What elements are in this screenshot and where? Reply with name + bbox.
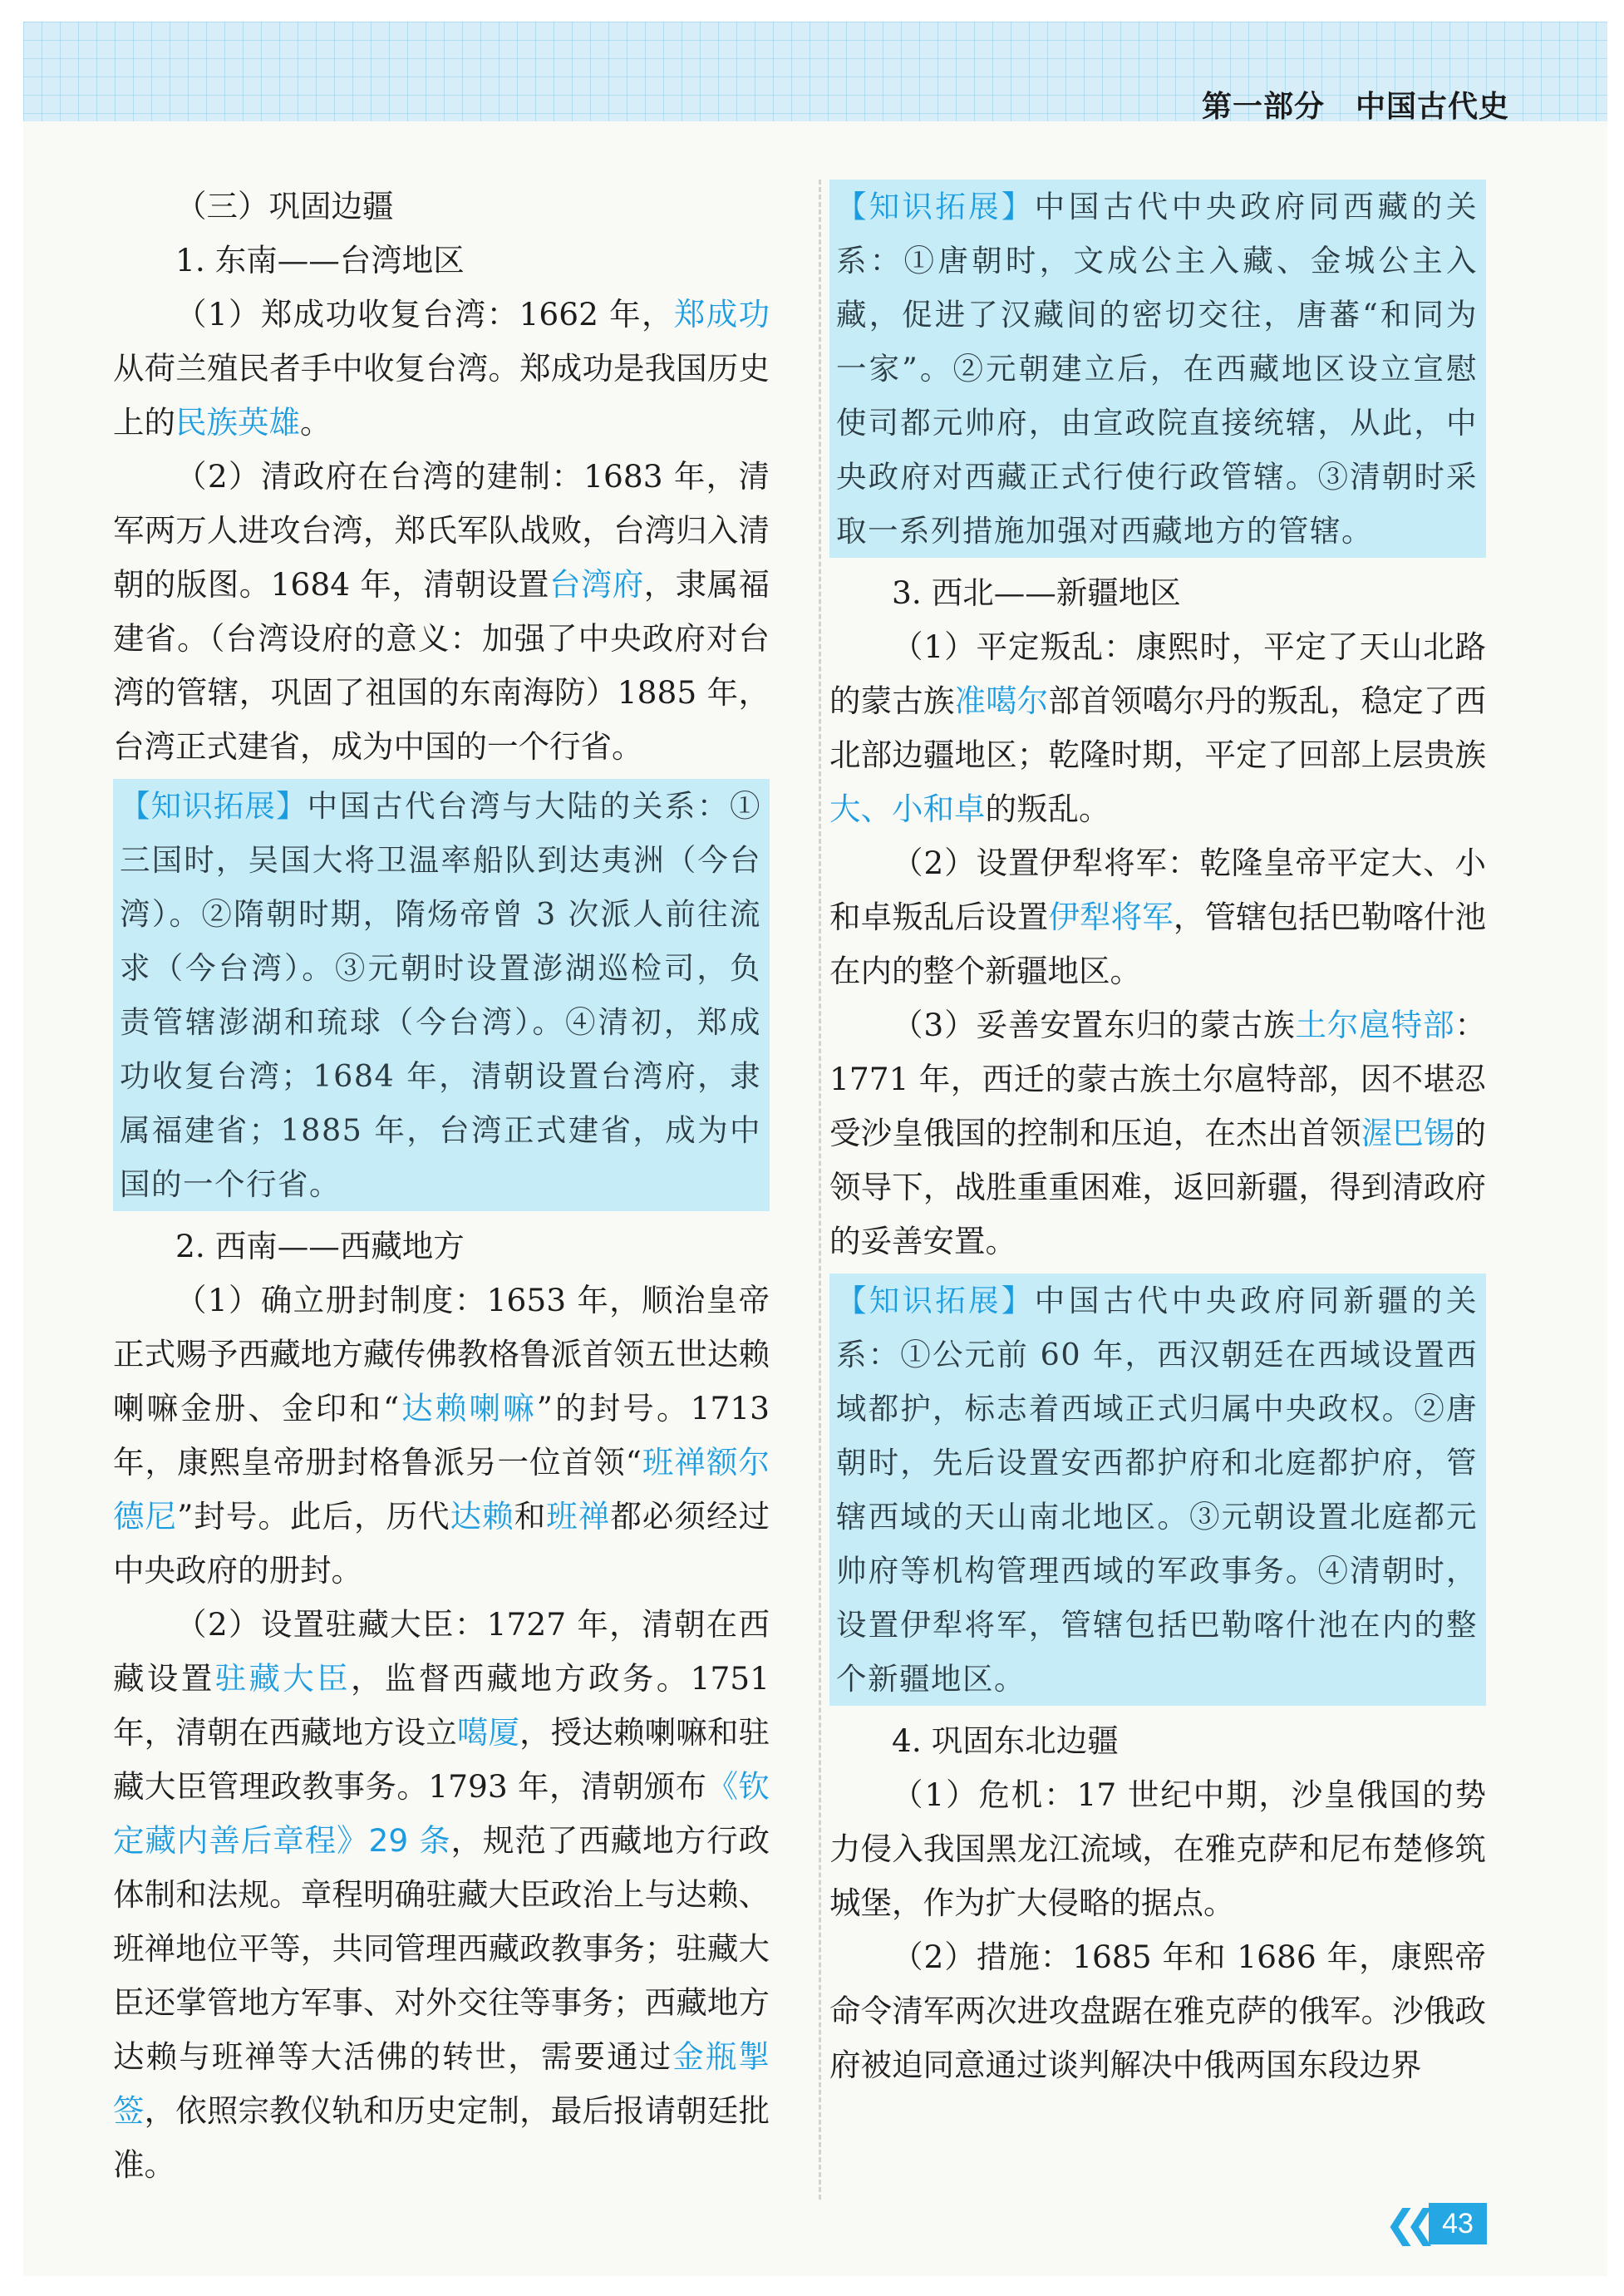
knowledge-box-xinjiang xyxy=(829,1274,1486,1706)
text: 从荷兰殖民者手中收复台湾。郑成功是我国历史上的 xyxy=(113,350,770,441)
knowledge-box-text: 中国古代台湾与大陆的关系：①三国时，吴国大将卫温率船队到达夷洲（今台湾）。②隋朝时期，隋炀帝曾 3 次派人前往流求（今台湾）。③元朝时设置澎湖巡检司，负责管辖澎湖和琉球（今台湾）。④清初，郑成功收复台湾；1684 年，清朝设置台湾府，隶属福建省；1885 年，台湾正式建省，成为中国的一个行省。 xyxy=(120,788,762,1202)
text: ，依照宗教仪轨和历史定制，最后报请朝廷批准。 xyxy=(113,2092,770,2183)
knowledge-box-taiwan xyxy=(113,779,770,1211)
heading-southwest: 2. 西南——西藏地方 xyxy=(175,1228,465,1264)
heading-northwest: 3. 西北——新疆地区 xyxy=(892,574,1181,611)
textbook-page xyxy=(23,22,1607,2276)
knowledge-box-text: 中国古代中央政府同西藏的关系：①唐朝时，文成公主入藏、金城公主入藏，促进了汉藏间的密切交往，唐蕃“和同为一家”。②元朝建立后，在西藏地区设立宣慰使司都元帅府，由宣政院直接统辖，从此，中央政府对西藏正式行使行政管辖。③清朝时采取一系列措施加强对西藏地方的管辖。 xyxy=(836,189,1479,549)
keyword-panchen: 班禅 xyxy=(546,1498,611,1535)
text: （3）妥善安置东归的蒙古族 xyxy=(892,1007,1296,1043)
knowledge-box-label: 【知识拓展】 xyxy=(120,788,308,824)
text: （2）设置驻藏大臣：1727 年，清朝在西藏设置 xyxy=(113,1606,770,1697)
paragraph-conferment xyxy=(113,1274,770,1598)
keyword-dzungar: 准噶尔 xyxy=(954,682,1049,719)
knowledge-box-label: 【知识拓展】 xyxy=(836,189,1035,224)
text: ，授达赖喇嘛和驻藏大臣管理政教事务。1793 年，清朝颁布 xyxy=(113,1714,770,1805)
knowledge-box-text: 中国古代中央政府同新疆的关系：①公元前 60 年，西汉朝廷在西域设置西域都护，标志着西域正式归属中央政权。②唐朝时，先后设置安西都护府和北庭都护府，管辖西域的天山南北地区。③元朝设置北庭都元帅府等机构管理西域的军政事务。④清朝时，设置伊犁将军，管辖包括巴勒喀什池在内的整个新疆地区。 xyxy=(836,1283,1479,1697)
header-title: 第一部分 中国古代史 xyxy=(1201,90,1509,124)
text: （1）平定叛乱：康熙时，平定了天山北路的蒙古族 xyxy=(829,628,1486,719)
keyword-ubashi: 渥巴锡 xyxy=(1361,1115,1455,1151)
keyword-dalai: 达赖 xyxy=(450,1498,514,1535)
text: ”的封号。1713 年，康熙皇帝册封格鲁派另一位首领“ xyxy=(113,1390,770,1481)
text: ”封号。此后，历代 xyxy=(177,1498,450,1535)
keyword-zheng-chenggong: 郑成功 xyxy=(673,296,770,333)
text: ，隶属福建省。（台湾设府的意义：加强了中央政府对台湾的管辖，巩固了祖国的东南海防）1885 年，台湾正式建省，成为中国的一个行省。 xyxy=(113,566,770,765)
left-column xyxy=(113,180,770,2192)
paragraph-torghut xyxy=(829,998,1486,1269)
text: （2）设置伊犁将军：乾隆皇帝平定大、小和卓叛乱后设置 xyxy=(829,845,1486,935)
paragraph-resident-minister xyxy=(113,1598,770,2192)
double-chevron-left-icon: ❮❮ xyxy=(1385,2201,1426,2246)
keyword-golden-urn: 金瓶掣签 xyxy=(113,2038,770,2129)
heading-northeast: 4. 巩固东北边疆 xyxy=(892,1722,1119,1759)
right-column xyxy=(829,180,1486,2092)
keyword-torghut: 土尔扈特部 xyxy=(1295,1007,1455,1043)
keyword-29-articles: 《钦定藏内善后章程》29 条 xyxy=(113,1768,770,1859)
keyword-kashag: 噶厦 xyxy=(456,1714,520,1751)
keyword-khojas: 大、小和卓 xyxy=(829,791,986,827)
keyword-dalai-lama: 达赖喇嘛 xyxy=(399,1390,537,1426)
knowledge-box-label: 【知识拓展】 xyxy=(836,1283,1035,1318)
text: 部首领噶尔丹的叛乱，稳定了西北部边疆地区；乾隆时期，平定了回部上层贵族 xyxy=(829,682,1486,773)
header-band xyxy=(23,22,1607,124)
text: 的叛乱。 xyxy=(985,791,1110,827)
text: 。 xyxy=(300,404,332,441)
text: ，监督西藏地方政务。1751 年，清朝在西藏地方设立 xyxy=(113,1660,770,1751)
heading-southeast: 1. 东南——台湾地区 xyxy=(175,242,465,278)
keyword-resident-minister: 驻藏大臣 xyxy=(214,1660,352,1697)
keyword-panchen-erdeni: 班禅额尔德尼 xyxy=(113,1444,770,1535)
page-number: 43 xyxy=(1429,2203,1487,2244)
text: 的领导下，战胜重重困难，返回新疆，得到清政府的妥善安置。 xyxy=(829,1115,1486,1259)
text: 和 xyxy=(514,1498,547,1535)
column-divider xyxy=(819,180,821,2200)
keyword-ili-general: 伊犁将军 xyxy=(1048,899,1174,935)
paragraph-taiwan-establishment xyxy=(113,450,770,774)
text: （1）确立册封制度：1653 年，顺治皇帝正式赐予西藏地方藏传佛教格鲁派首领五世达赖喇嘛金册、金印和“ xyxy=(113,1282,770,1426)
paragraph-crisis: （1）危机：17 世纪中期，沙皇俄国的势力侵入我国黑龙江流域，在雅克萨和尼布楚修筑城堡，作为扩大侵略的据点。 xyxy=(829,1776,1486,1921)
text: ，管辖包括巴勒喀什池在内的整个新疆地区。 xyxy=(829,899,1486,989)
text: 都必须经过中央政府的册封。 xyxy=(113,1498,770,1589)
text: ：1771 年，西迁的蒙古族土尔扈特部，因不堪忍受沙皇俄国的控制和压迫，在杰出首领 xyxy=(829,1007,1486,1151)
text: ，规范了西藏地方行政体制和法规。章程明确驻藏大臣政治上与达赖、班禅地位平等，共同管理西藏政教事务；驻藏大臣还掌管地方军事、对外交往等事务；西藏地方达赖与班禅等大活佛的转世，需要通过 xyxy=(113,1822,770,2075)
text: （1）郑成功收复台湾：1662 年， xyxy=(175,296,674,333)
keyword-national-hero: 民族英雄 xyxy=(175,404,300,441)
knowledge-box-tibet xyxy=(829,180,1486,558)
keyword-taiwan-prefecture: 台湾府 xyxy=(549,566,644,603)
paragraph-measures: （2）措施：1685 年和 1686 年，康熙帝命令清军两次进攻盘踞在雅克萨的俄军。沙俄政府被迫同意通过谈判解决中俄两国东段边界 xyxy=(829,1939,1486,2083)
paragraph-ili-general xyxy=(829,836,1486,998)
paragraph-rebellion xyxy=(829,620,1486,836)
paragraph-taiwan-recovery xyxy=(113,288,770,450)
text: （2）清政府在台湾的建制：1683 年，清军两万人进攻台湾，郑氏军队战败，台湾归入清朝的版图。1684 年，清朝设置 xyxy=(113,458,770,603)
section-title: （三）巩固边疆 xyxy=(175,188,394,224)
